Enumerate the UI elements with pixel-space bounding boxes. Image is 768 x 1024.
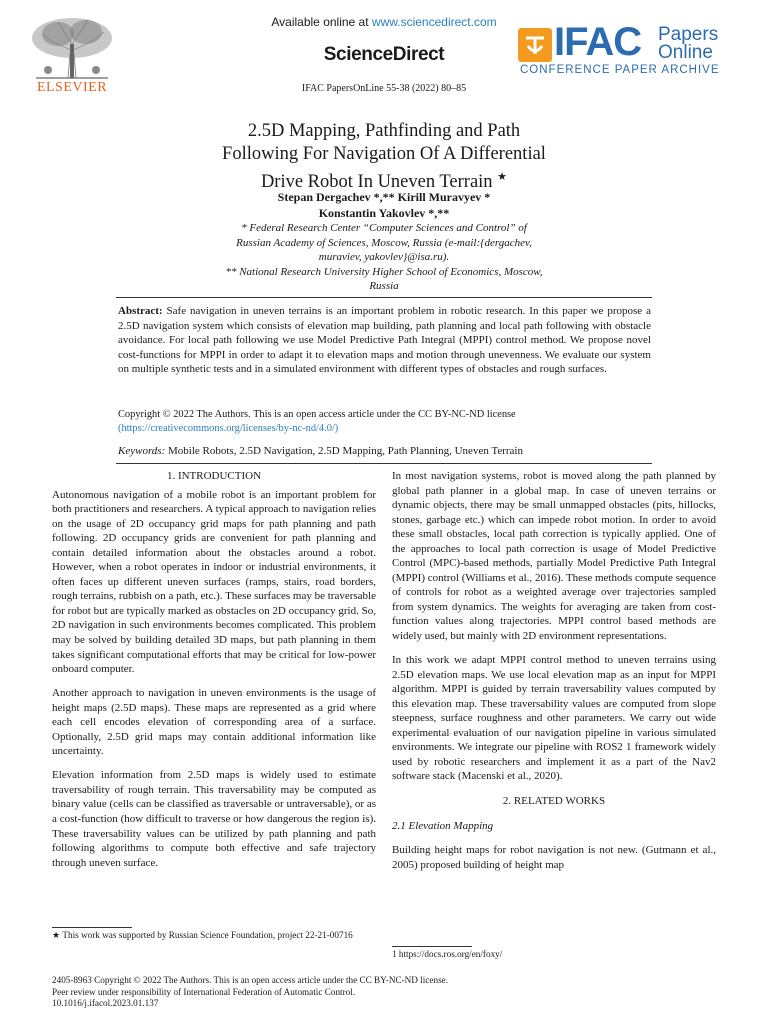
affiliation-1-line-1: * Federal Research Center “Computer Sciences and Control” of [241, 222, 527, 234]
footer-issn-copyright: 2405-8963 Copyright © 2022 The Authors. This is an open access article under the CC BY-NC-ND license. [52, 975, 449, 985]
footer-doi[interactable]: 10.1016/j.ifacol.2023.01.137 [52, 998, 159, 1008]
left-column [52, 469, 376, 870]
intro-paragraph-1: Autonomous navigation of a mobile robot is an important problem for both practitioners and researchers. A typical approach to navigation relies on the usage of 2D occupancy grid maps for path planning and path following. 2D occupancy grids are convenient for path planning and contain detailed information about the obstacles around a robot. However, when a robot operates in indoor or industrial environments, it often faces up different uneven surfaces (ramps, stairs, road borders, rough terrains, rubbish on a path, etc.). These surfaces may be traversable for robot but are typically marked as obstacles on 2D occupancy grid. So, 2D navigation in such environments becomes complicated. This problem may be solved by building detailed 3D maps, but path planning in them takes significant computational efforts that may be critical for low-power onboard computer. [52, 488, 376, 676]
authors-line-2: Konstantin Yakovlev *,** [318, 206, 450, 220]
keywords-label: Keywords: [118, 445, 166, 457]
funding-footnote: ★ This work was supported by Russian Science Foundation, project 22-21-00716 [52, 930, 353, 940]
footnote-rule-right [392, 946, 472, 947]
available-prefix: Available online at [271, 15, 372, 29]
affiliation-2-line-1: ** National Research University Higher School of Economics, Moscow, [225, 265, 543, 278]
affiliation-1-line-3: muraviev, yakovlev}@isa.ru). [318, 251, 450, 263]
section-heading-related-works: 2. RELATED WORKS [502, 794, 606, 807]
affiliation-2-line-2: Russia [369, 280, 399, 292]
license-link[interactable]: (https://creativecommons.org/licenses/by-nc-nd/4.0/) [118, 422, 339, 434]
paper-title [120, 120, 648, 194]
ifac-wordmark: IFAC [554, 20, 642, 64]
title-line-1: 2.5D Mapping, Pathfinding and Path [247, 121, 521, 141]
affiliation-1-line-2: Russian Academy of Sciences, Moscow, Russia (e-mail:{dergachev, [236, 236, 532, 249]
title-line-3: Drive Robot In Uneven Terrain [260, 172, 493, 193]
subsection-heading-elevation-mapping: 2.1 Elevation Mapping [392, 819, 494, 832]
authors-line-1: Stepan Dergachev *,** Kirill Muravyev * [277, 190, 491, 204]
footer-peer-review: Peer review under responsibility of International Federation of Automatic Control. [52, 986, 356, 997]
sciencedirect-link[interactable]: www.sciencedirect.com [371, 15, 497, 29]
keywords-bottom-rule [116, 463, 652, 464]
author-list [120, 189, 648, 221]
title-footnote-mark: ★ [497, 171, 508, 183]
keywords [118, 444, 651, 458]
abstract-text: Safe navigation in uneven terrains is an important problem in robotic research. In this paper we propose a 2.5D navigation system which consists of elevation map building, path planning and local path following with obstacle avoidance. For local path following we use Model Predictive Path Integral (MPPI) control method. We propose novel cost-functions for MPPI in order to adapt it to elevation maps and motion through unevenness. We evaluate our system on multiple synthetic tests and in a simulated environment with different types of obstacles and rough surfaces. [118, 305, 651, 376]
intro-paragraph-3: Elevation information from 2.5D maps is widely used to estimate traversability of rough terrain. This traversability may be computed as binary value (cells can be classified as traversable or untraversable), or as a cost-function (how difficult to traverse or how dangerous the region is). These traversability values can be utilized by path planning and path following algorithms to compute both effective and safe trajectory through uneven surface. [52, 769, 376, 869]
abstract [118, 304, 651, 377]
papers-word: Papers [658, 24, 719, 45]
conference-archive-text: CONFERENCE PAPER ARCHIVE [520, 64, 720, 76]
intro-paragraph-5: In this work we adapt MPPI control method to uneven terrains using 2.5D elevation maps. We use local elevation map as an input for MPPI algorithm. MPPI is guided by terrain traversability values computed by this elevation map. These traversability values are computed from slope steepness, surface roughness and other parameters. We carry out wide experimental evaluation of our navigation pipeline in various simulated environments. We integrate our pipeline with ROS2 1 framework widely used by robotic researchers and implement it as a part of the Nav2 software stack (Macenski et al., 2020). [392, 654, 716, 783]
tree-icon [24, 14, 120, 80]
intro-paragraph-2: Another approach to navigation in uneven environments is the usage of height maps (2.5D maps). These maps are represented as a grid where each cell encodes elevation of corresponding area of a surface. Optionally, 2.5D grid maps may contain additional information like uncertainty. [52, 687, 376, 758]
elsevier-wordmark: ELSEVIER [36, 80, 108, 95]
title-line-2: Following For Navigation Of A Differential [222, 144, 546, 164]
sciencedirect-wordmark: ScienceDirect [323, 44, 445, 65]
right-column [392, 469, 716, 872]
keywords-text: Mobile Robots, 2.5D Navigation, 2.5D Mapping, Path Planning, Uneven Terrain [165, 445, 523, 457]
section-heading-introduction: 1. INTRODUCTION [166, 470, 262, 482]
journal-reference: IFAC PapersOnLine 55-38 (2022) 80–85 [301, 83, 467, 94]
copyright-notice [118, 408, 651, 435]
abstract-label: Abstract: [118, 305, 163, 317]
online-word: Online [658, 42, 713, 63]
papers-online-text [658, 26, 718, 62]
copyright-line: Copyright © 2022 The Authors. This is an open access article under the CC BY-NC-ND license [118, 409, 516, 420]
ros-footnote: 1 https://docs.ros.org/en/foxy/ [392, 949, 503, 959]
elsevier-logo [24, 14, 120, 98]
page-footer [52, 975, 716, 1010]
affiliations [120, 221, 648, 294]
ifac-badge-icon [518, 28, 552, 62]
related-paragraph-1: Building height maps for robot navigation is not new. (Gutmann et al., 2005) proposed building of height map [392, 844, 716, 871]
intro-paragraph-4: In most navigation systems, robot is moved along the path planned by global path planner in a global map. In case of uneven terrains or dynamic objects, there may be small unmapped obstacles (pits, hillocks, stones, garbage etc.) which can impede robot motion. In order to avoid these small obstacles, local path correction is typically applied. One of the approaches to local path correction is usage of Model Predictive Control (MPC)-based methods, partially Model Predictive Path Integral (MPPI) control (Williams et al., 2016). These methods compute sequence of controls for robot as a weighted average over trajectories sampled from system dynamics. The weights for averaging are taken from cost-function values along trajectories. MPPI control based methods are widely used, but mainly with 2D environment representations. [392, 470, 716, 643]
footnote-rule-left [52, 927, 132, 928]
ifac-papersonline-logo [518, 20, 728, 86]
abstract-top-rule [116, 297, 652, 298]
